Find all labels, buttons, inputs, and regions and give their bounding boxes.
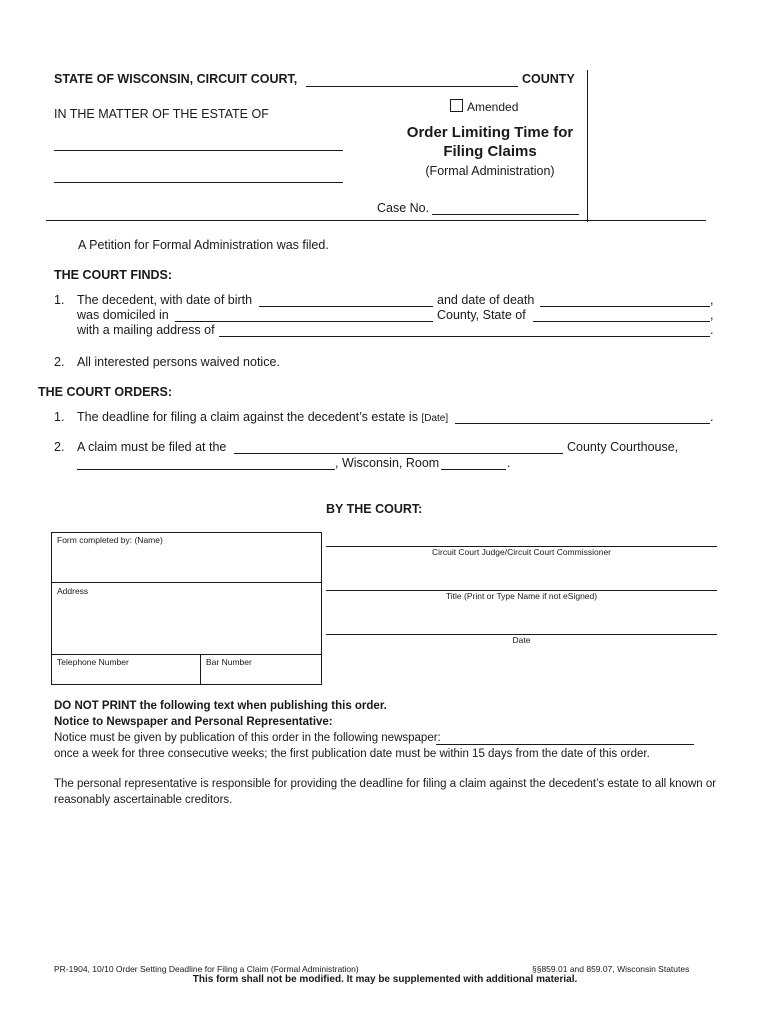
amended-checkbox-row[interactable] xyxy=(450,99,518,114)
period-3: . xyxy=(507,456,511,470)
finds-dod-label: and date of death xyxy=(437,293,535,307)
estate-matter-label: IN THE MATTER OF THE ESTATE OF xyxy=(54,107,269,121)
case-number-label: Case No. xyxy=(377,201,430,215)
county-courthouse-label: County Courthouse, xyxy=(567,440,679,454)
finds-domicile-label: was domiciled in xyxy=(77,308,169,322)
orders-filed-at-label: A claim must be filed at the xyxy=(77,440,227,454)
address-field[interactable] xyxy=(52,597,320,653)
case-number-field[interactable] xyxy=(432,214,579,215)
courthouse-city-field[interactable] xyxy=(77,469,335,470)
title-label: Title (Print or Type Name if not eSigned) xyxy=(445,591,598,601)
date-label: Date xyxy=(512,635,531,645)
telephone-field[interactable] xyxy=(52,668,199,683)
personal-rep-text-1: The personal representative is responsible for providing the deadline for filing a claim against the decedent’s estate to all known or xyxy=(54,778,717,790)
finds-state-label: County, State of xyxy=(437,308,526,322)
amended-checkbox[interactable] xyxy=(450,99,463,112)
bar-number-field[interactable] xyxy=(201,668,320,683)
personal-rep-text-2: reasonably ascertainable creditors. xyxy=(54,794,233,806)
bar-number-label: Bar Number xyxy=(206,657,252,667)
completed-by-label: Form completed by: (Name) xyxy=(57,535,163,545)
mailing-address-field[interactable] xyxy=(219,336,710,337)
telephone-label: Telephone Number xyxy=(57,657,129,667)
header-divider xyxy=(587,70,588,222)
orders-item-1-number: 1. xyxy=(54,410,65,424)
finds-waived-notice: All interested persons waived notice. xyxy=(77,355,280,369)
judge-signature-label: Circuit Court Judge/Circuit Court Commissioner xyxy=(431,547,612,557)
header-bottom-rule xyxy=(46,220,706,221)
county-name-field[interactable] xyxy=(306,86,518,87)
finds-address-label: with a mailing address of xyxy=(77,323,215,337)
footer-modification-notice: This form shall not be modified. It may be supplemented with additional material. xyxy=(192,974,578,985)
footer-form-id: PR-1904, 10/10 Order Setting Deadline for Filing a Claim (Formal Administration) xyxy=(54,964,359,974)
form-box-rule-2 xyxy=(51,654,321,655)
estate-name-line-1[interactable] xyxy=(54,150,343,151)
comma-1: , xyxy=(710,293,714,307)
finds-dob-label: The decedent, with date of birth xyxy=(77,293,253,307)
amended-label: Amended xyxy=(467,100,519,114)
date-of-death-field[interactable] xyxy=(540,306,710,307)
form-box-rule-1 xyxy=(51,582,321,583)
date-placeholder: [Date] xyxy=(421,413,449,424)
domicile-county-field[interactable] xyxy=(175,321,433,322)
finds-item-2-number: 2. xyxy=(54,355,65,369)
finds-item-1-number: 1. xyxy=(54,293,65,307)
county-label: COUNTY xyxy=(522,72,575,86)
court-orders-heading: THE COURT ORDERS: xyxy=(38,385,173,399)
notice-publication-text: once a week for three consecutive weeks; the first publication date must be within 15 days from the date of this order. xyxy=(54,748,650,760)
court-finds-heading: THE COURT FINDS: xyxy=(54,268,173,282)
notice-newspaper-text: Notice must be given by publication of this order in the following newspaper: xyxy=(54,732,441,744)
period-1: . xyxy=(710,323,714,337)
date-of-birth-field[interactable] xyxy=(259,306,433,307)
completed-by-field[interactable] xyxy=(52,546,320,581)
petition-text: A Petition for Formal Administration was filed. xyxy=(78,238,329,252)
document-subtitle: (Formal Administration) xyxy=(425,164,555,178)
comma-2: , xyxy=(710,308,714,322)
wisconsin-room-label: , Wisconsin, Room xyxy=(335,456,440,470)
footer-statutes: §§859.01 and 859.07, Wisconsin Statutes xyxy=(532,964,690,974)
period-2: . xyxy=(710,410,714,424)
courthouse-county-field[interactable] xyxy=(234,453,563,454)
orders-deadline-text: The deadline for filing a claim against the decedent’s estate is [Date] xyxy=(77,410,449,424)
orders-item-2-number: 2. xyxy=(54,440,65,454)
state-court-label: STATE OF WISCONSIN, CIRCUIT COURT, xyxy=(54,72,298,86)
document-title-line-2: Filing Claims xyxy=(443,143,537,160)
document-title-line-1: Order Limiting Time for xyxy=(406,124,574,141)
do-not-print-notice: DO NOT PRINT the following text when publishing this order. xyxy=(54,700,387,712)
address-label: Address xyxy=(57,586,89,596)
deadline-date-field[interactable] xyxy=(455,423,710,424)
by-the-court-heading: BY THE COURT: xyxy=(326,502,423,516)
newspaper-name-field[interactable] xyxy=(436,744,694,745)
estate-name-line-2[interactable] xyxy=(54,182,343,183)
domicile-state-field[interactable] xyxy=(533,321,710,322)
room-number-field[interactable] xyxy=(441,469,506,470)
notice-heading: Notice to Newspaper and Personal Representative: xyxy=(54,716,333,728)
